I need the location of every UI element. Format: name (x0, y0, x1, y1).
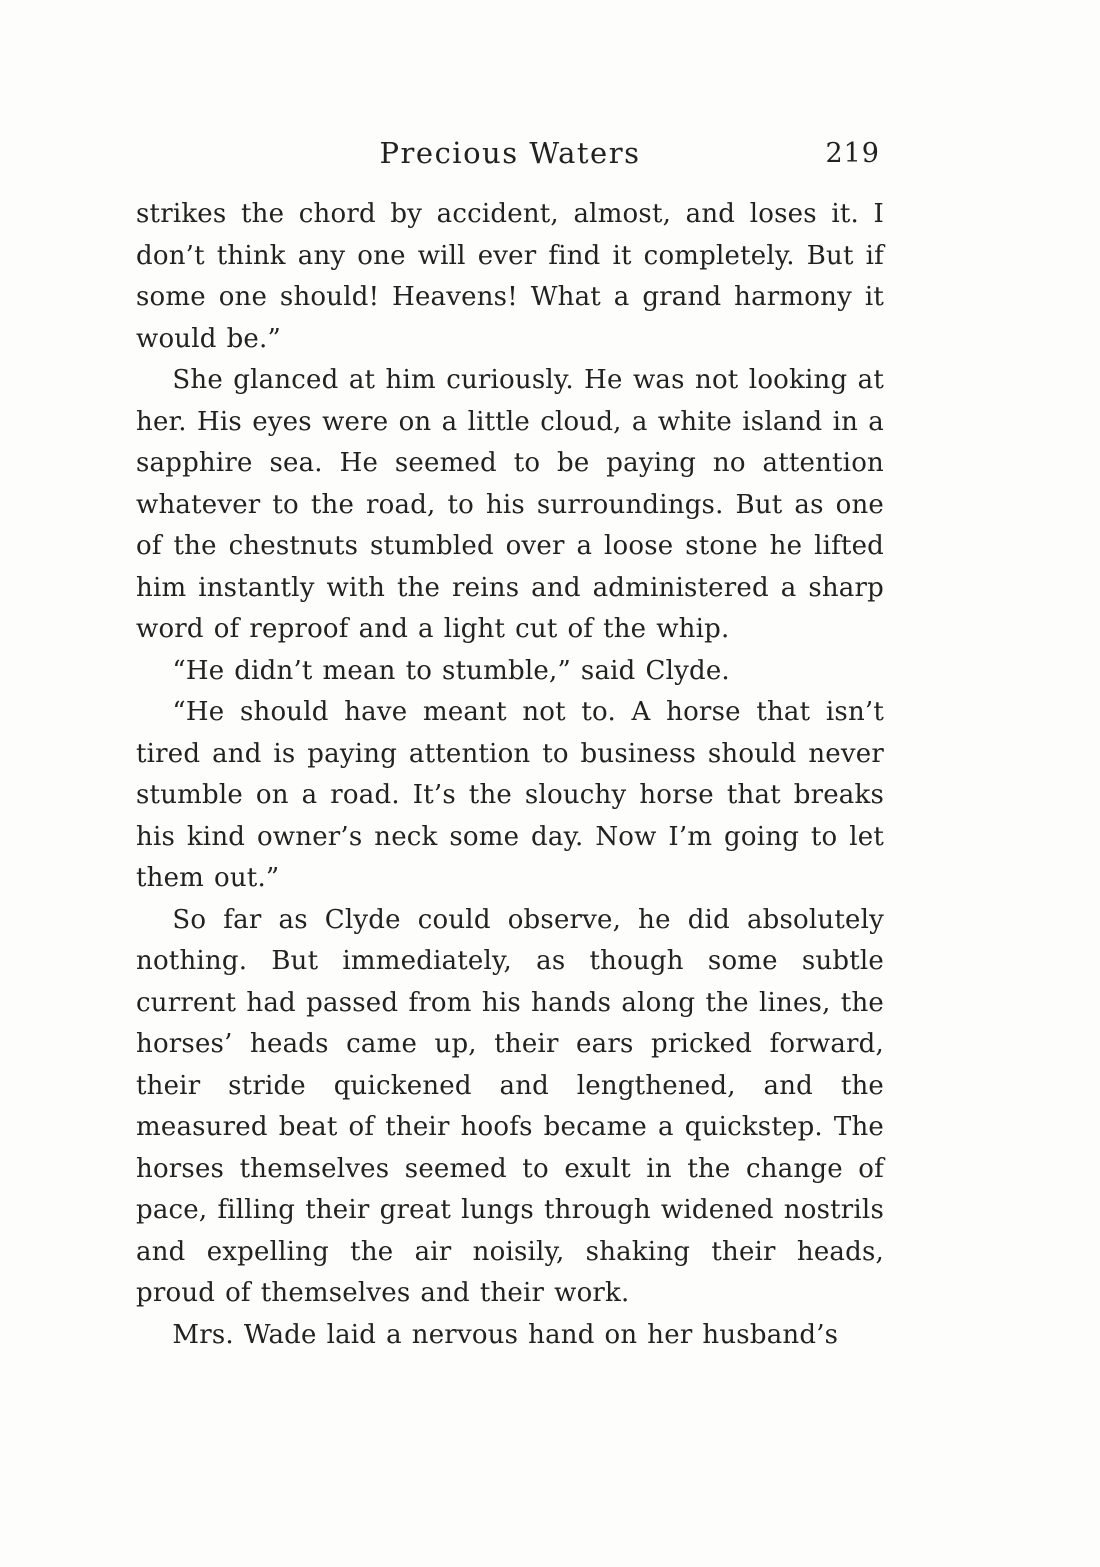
body-text (136, 194, 884, 1356)
running-header (136, 136, 884, 180)
page-number: 219 (825, 138, 880, 169)
paragraph: strikes the chord by accident, almost, and loses it. I don’t think any one will ever find it completely. But if some one should! Heavens! What a grand harmony it would be.” (136, 199, 884, 354)
paragraph: “He didn’t mean to stumble,” said Clyde. (172, 655, 730, 686)
paragraph: “He should have meant not to. A horse that isn’t tired and is paying attention to business should never stumble on a road. It’s the slouchy horse that breaks his kind owner’s neck some day. Now I’m going to let them out.” (136, 697, 884, 893)
paragraph: Mrs. Wade laid a nervous hand on her husband’s (172, 1319, 839, 1350)
paragraph: So far as Clyde could observe, he did absolutely nothing. But immediately, as though some subtle current had passed from his hands along the lines, the horses’ heads came up, their ears pricked forward, their stride quickened and lengthened, and the measured beat of their hoofs became a quickstep. The horses themselves seemed to exult in the change of pace, filling their great lungs through widened nostrils and expelling the air noisily, shaking their heads, proud of themselves and their work. (136, 904, 884, 1308)
chapter-title: Precious Waters (379, 136, 641, 170)
paragraph: She glanced at him curiously. He was not looking at her. His eyes were on a little cloud, a white island in a sapphire sea. He seemed to be paying no attention whatever to the road, to his surroundings. But as one of the chestnuts stumbled over a loose stone he lifted him instantly with the reins and administered a sharp word of reproof and a light cut of the whip. (136, 365, 884, 644)
